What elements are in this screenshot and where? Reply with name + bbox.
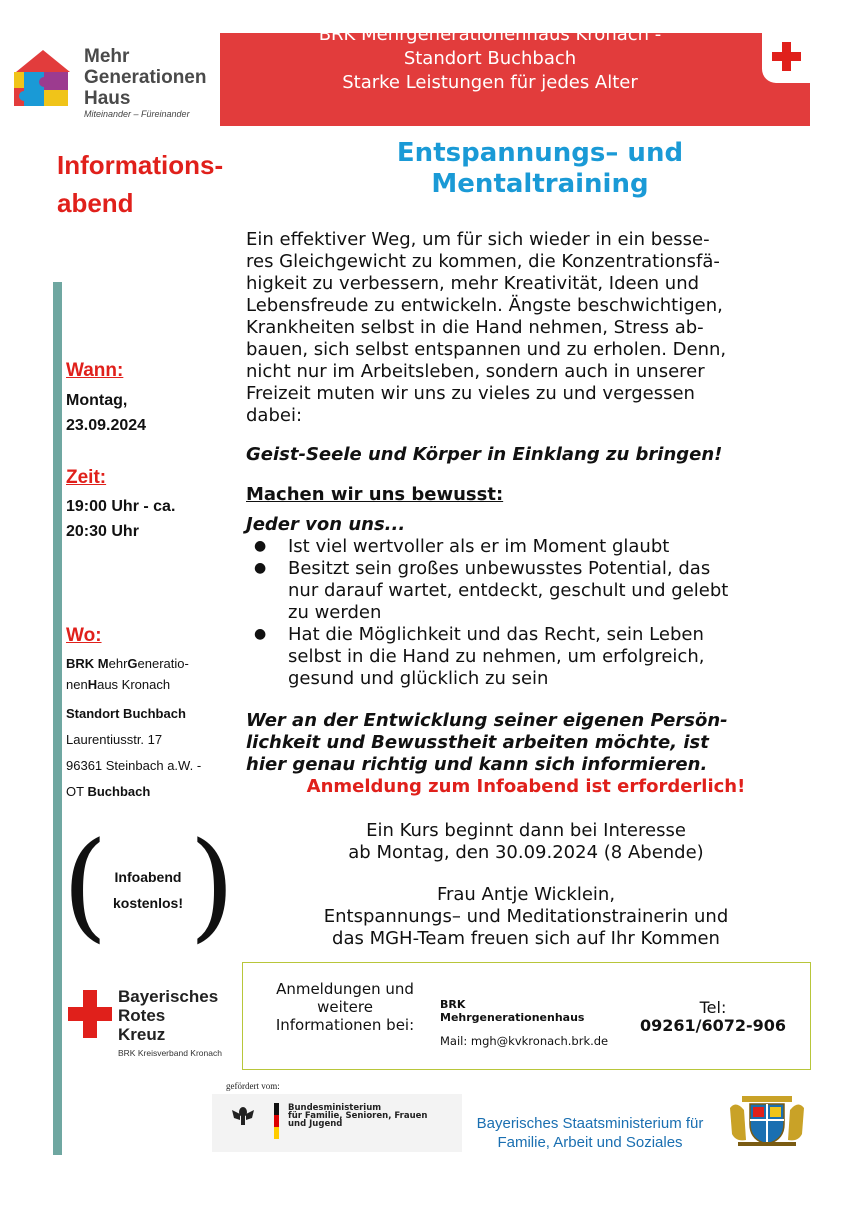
mgh-house-logo-icon (10, 46, 76, 110)
funded-by-label: gefördert vom: (226, 1081, 280, 1091)
list-item: ● Ist viel wertvoller als er im Moment glaubt (254, 536, 670, 557)
brk-red-cross-icon (68, 988, 112, 1040)
everyone-heading: Jeder von uns... (246, 514, 406, 535)
list-item: ● Besitzt sein großes unbewusstes Potential, das nur darauf wartet, entdeckt, geschult und gelebt zu werden (254, 558, 729, 623)
bavarian-coat-of-arms-icon (726, 1094, 808, 1148)
contact-organization: BRK Mehrgenerationenhaus (440, 998, 585, 1024)
course-title: Entspannungs– und Mentaltraining (396, 138, 684, 199)
closing-paragraph: Wer an der Entwicklung seiner eigenen Persön- lichkeit und Bewusstheit arbeiten möchte, ist hier genau richtig und kann sich informieren. (246, 710, 728, 775)
when-value: Montag, 23.09.2024 (66, 392, 147, 434)
bmfsfj-text: Bundesministerium für Familie, Senioren, Frauen und Jugend (288, 1103, 428, 1129)
intro-paragraph: Ein effektiver Weg, um für sich wieder in ein besse- res Gleichgewicht zu kommen, die Konzentrationsfä- higkeit zu verbessern, mehr Kreativität, Ideen und Lebensfreude zu entwickeln. Ängste beschwichtigen, Krankheiten selbst in die Hand nehmen, Stress ab- bauen, sich selbst entspannen und zu erholen. Denn, nicht nur im Arbeitsleben, sondern auch in unserer Freizeit muten wir uns zu vieles zu und vergessen dabei: (246, 229, 727, 426)
time-value: 19:00 Uhr - ca. 20:30 Uhr (66, 498, 176, 540)
where-line-3: 96361 Steinbach a.W. - (66, 758, 202, 773)
where-line-4: OT Buchbach (66, 784, 151, 799)
registration-notice: Anmeldung zum Infoabend ist erforderlich! (306, 776, 746, 797)
right-parenthesis: ) (189, 816, 236, 954)
benefit-list (246, 536, 806, 690)
mgh-logo-text: Mehr Generationen Haus (84, 46, 207, 109)
bavarian-ministry-text: Bayerisches Staatsministerium für Familie, Arbeit und Soziales (476, 1115, 704, 1151)
contact-phone-label: Tel: (699, 998, 727, 1017)
where-line-2: Laurentiusstr. 17 (66, 732, 163, 747)
trainer-info: Frau Antje Wicklein, Entspannungs– und Meditationstrainerin und das MGH-Team freuen sich auf Ihr Kommen (323, 884, 729, 949)
when-label: Wann: (66, 360, 124, 381)
federal-eagle-icon (230, 1104, 256, 1126)
time-label: Zeit: (66, 467, 107, 488)
banner-cross-box (762, 33, 810, 83)
awareness-heading: Machen wir uns bewusst: (246, 484, 504, 505)
german-flag-stripe-icon (274, 1103, 279, 1139)
where-label: Wo: (66, 625, 102, 646)
list-item: ● Hat die Möglichkeit und das Recht, sein Leben selbst in die Hand zu nehmen, um erfolgreich, gesund und glücklich zu sein (254, 624, 705, 689)
contact-intro: Anmeldungen und weitere Informationen bei: (275, 980, 415, 1034)
banner-line-3: Starke Leistungen für jedes Alter (342, 72, 638, 93)
contact-phone[interactable]: 09261/6072-906 (639, 1016, 787, 1035)
contact-email[interactable]: Mail: mgh@kvkronach.brk.de (440, 1034, 609, 1048)
where-org: BRK MehrGeneratio- nenHaus Kronach (66, 656, 189, 692)
where-address (66, 653, 201, 805)
side-accent-bar (53, 282, 62, 1155)
free-info-note: Infoabend kostenlos! (112, 869, 183, 911)
header-banner-text (220, 23, 760, 95)
info-evening-title: Informations- abend (57, 150, 224, 218)
where-line-1: Standort Buchbach (66, 706, 186, 721)
course-start-info: Ein Kurs beginnt dann bei Interesse ab Montag, den 30.09.2024 (8 Abende) (348, 820, 704, 863)
banner-line-2: Standort Buchbach (403, 48, 577, 69)
mgh-logo-tagline: Miteinander – Füreinander (84, 109, 190, 119)
brk-logo-sub: BRK Kreisverband Kronach (118, 1048, 222, 1058)
red-cross-icon (762, 33, 810, 83)
emphasis-line: Geist-Seele und Körper in Einklang zu bringen! (246, 444, 723, 465)
banner-line-1: BRK Mehrgenerationenhaus Kronach - (318, 24, 662, 45)
brk-logo-name: Bayerisches Rotes Kreuz (118, 987, 219, 1044)
left-parenthesis: ( (62, 816, 109, 954)
